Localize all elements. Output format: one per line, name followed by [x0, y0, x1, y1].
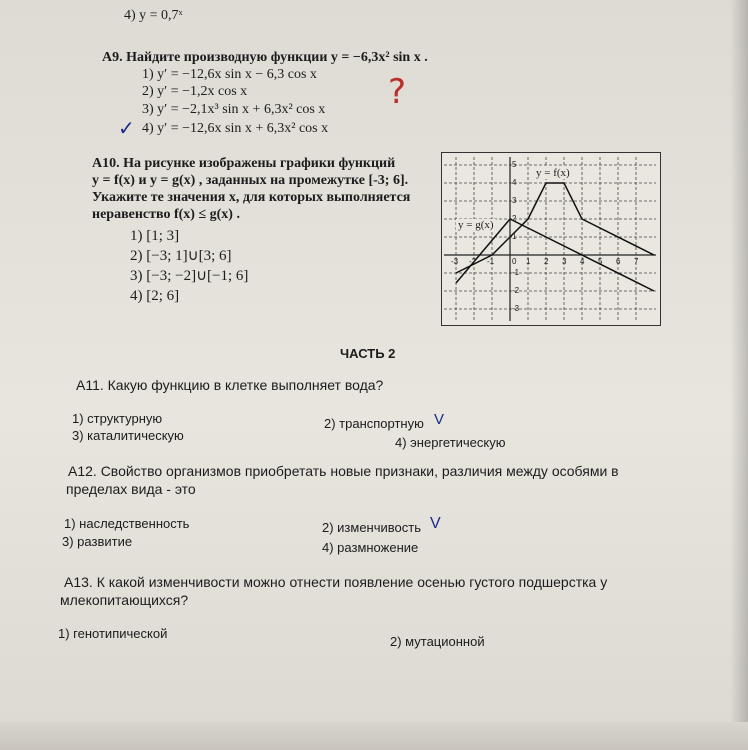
a10-line-3: Укажите те значения х, для которых выполняется: [92, 190, 411, 205]
x-tick: 2: [544, 257, 549, 266]
y-tick: 2: [512, 214, 517, 223]
function-graph: [441, 152, 661, 326]
a9-option-2: 2) y′ = −1,2x cos x: [142, 84, 248, 99]
a12-option-1: 1) наследственность: [64, 516, 190, 531]
a11-question: А11. Какую функцию в клетке выполняет вода?: [76, 377, 384, 393]
y-tick: -3: [512, 304, 520, 313]
x-tick: 5: [598, 257, 603, 266]
a10-line-1: А10. На рисунке изображены графики функций: [92, 156, 396, 171]
x-tick: 0: [512, 257, 517, 266]
a13-question-line-2: млекопитающихся?: [60, 592, 189, 608]
a9-check-mark: ✓: [118, 118, 135, 140]
x-tick: 3: [562, 257, 567, 266]
a10-option-1: 1) [1; 3]: [130, 228, 180, 244]
g-graph-label: y = g(x): [458, 219, 494, 231]
y-tick: 3: [512, 196, 517, 205]
y-tick: -2: [512, 286, 520, 295]
bottom-edge: [0, 722, 748, 750]
x-tick: 6: [616, 257, 621, 266]
y-tick: 4: [512, 178, 517, 187]
x-tick: 7: [634, 257, 639, 266]
a12-question-line-2: пределах вида - это: [66, 481, 196, 497]
a9-option-1: 1) y′ = −12,6x sin x − 6,3 cos x: [142, 67, 317, 82]
y-tick: 1: [512, 232, 517, 241]
y-tick: -1: [512, 268, 520, 277]
f-graph-label: y = f(x): [536, 167, 570, 179]
a9-option-4: 4) y′ = −12,6x sin x + 6,3x² cos x: [142, 121, 329, 136]
x-tick: -3: [451, 257, 459, 266]
a11-option-3: 3) каталитическую: [72, 428, 184, 443]
a12-option-2: 2) изменчивость: [322, 520, 421, 535]
a11-option-4: 4) энергетическую: [395, 435, 506, 450]
part2-title: ЧАСТЬ 2: [340, 346, 396, 361]
a12-option-4: 4) размножение: [322, 540, 419, 555]
a10-option-3: 3) [−3; −2]∪[−1; 6]: [130, 268, 249, 284]
x-tick: 1: [526, 257, 531, 266]
a10-option-2: 2) [−3; 1]∪[3; 6]: [130, 248, 232, 264]
a10-line-4: неравенство f(x) ≤ g(x) .: [92, 207, 240, 222]
a13-question-line-1: А13. К какой изменчивости можно отнести появление осенью густого подшерстка у: [64, 574, 608, 590]
x-tick: 4: [580, 257, 585, 266]
x-tick: -2: [469, 257, 477, 266]
a13-option-1: 1) генотипической: [58, 626, 168, 641]
a10-option-4: 4) [2; 6]: [130, 288, 180, 304]
a9-question: А9. Найдите производную функции y = −6,3x² sin x .: [102, 50, 428, 65]
a10-line-2: y = f(x) и y = g(x) , заданных на промежутке [-3; 6].: [92, 173, 409, 188]
a11-option-2: 2) транспортную: [324, 416, 424, 431]
a11-check-mark: V: [434, 411, 445, 428]
x-tick: -1: [487, 257, 495, 266]
y-tick: 5: [512, 160, 517, 169]
page-shadow: [730, 0, 748, 750]
a9-question-mark: ?: [388, 72, 407, 112]
a11-option-1: 1) структурную: [72, 411, 163, 426]
a9-option-3: 3) y′ = −2,1x³ sin x + 6,3x² cos x: [142, 102, 326, 117]
a12-option-3: 3) развитие: [62, 534, 133, 549]
a12-check-mark: V: [430, 515, 441, 532]
a12-question-line-1: А12. Свойство организмов приобретать новые признаки, различия между особями в: [68, 463, 619, 479]
a13-option-2: 2) мутационной: [390, 634, 485, 649]
a8-option-4: 4) y = 0,7ˣ: [124, 8, 183, 23]
